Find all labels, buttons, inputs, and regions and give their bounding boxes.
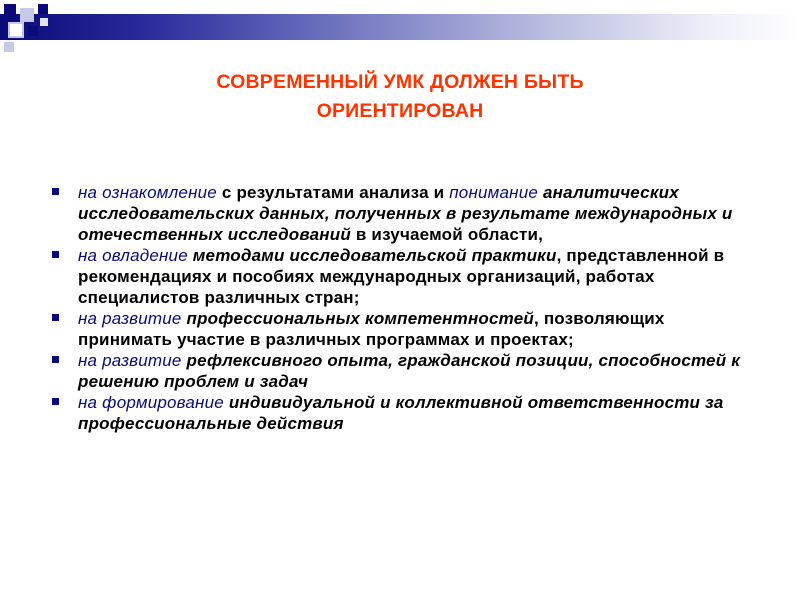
slide-title [100,68,700,126]
item-emphasis-text: аналитических исследовательских данных, полученных в результате международных и отечественных исследований [78,183,733,244]
item-emphasis-text: методами исследовательской практики [192,246,557,265]
square-bullet-icon [52,356,59,363]
list-item [52,182,757,245]
item-emphasis-text: профессиональных компетентностей [186,309,534,328]
item-emphasis-text: рефлексивного опыта, гражданской позиции, способностей к решению проблем и задач [78,351,741,391]
item-lead-text: на ознакомление [78,183,217,202]
bullet-list [52,182,757,434]
item-emphasis-text: индивидуальной и коллективной ответственности за профессиональные действия [78,393,724,433]
item-lead-text: на овладение [78,246,193,265]
square-bullet-icon [52,314,59,321]
slide-title-line-2: ОРИЕНТИРОВАН [316,100,484,122]
item-lead-text: понимание [449,183,543,202]
item-lead-text: на развитие [78,351,187,370]
list-item [52,245,757,308]
item-lead-text: на формирование [78,393,229,412]
slide-title-line-1: СОВРЕМЕННЫЙ УМК ДОЛЖЕН БЫТЬ [216,71,584,93]
item-lead-text: на развитие [78,309,187,328]
square-bullet-icon [52,251,59,258]
header-gradient-bar [0,14,800,40]
decorative-squares [0,0,60,60]
list-item [52,308,757,350]
list-item [52,350,757,392]
item-bold-text: , позволяющих принимать участие в различных программах и проектах; [78,309,665,349]
square-bullet-icon [52,188,59,195]
item-bold-text: с результатами анализа и [216,183,450,202]
item-bold-text: в изучаемой области, [350,225,544,244]
list-item [52,392,757,434]
item-bold-text: , представленной в рекомендациях и пособиях международных организаций, работах специалистов различных стран; [78,246,725,307]
square-bullet-icon [52,398,59,405]
